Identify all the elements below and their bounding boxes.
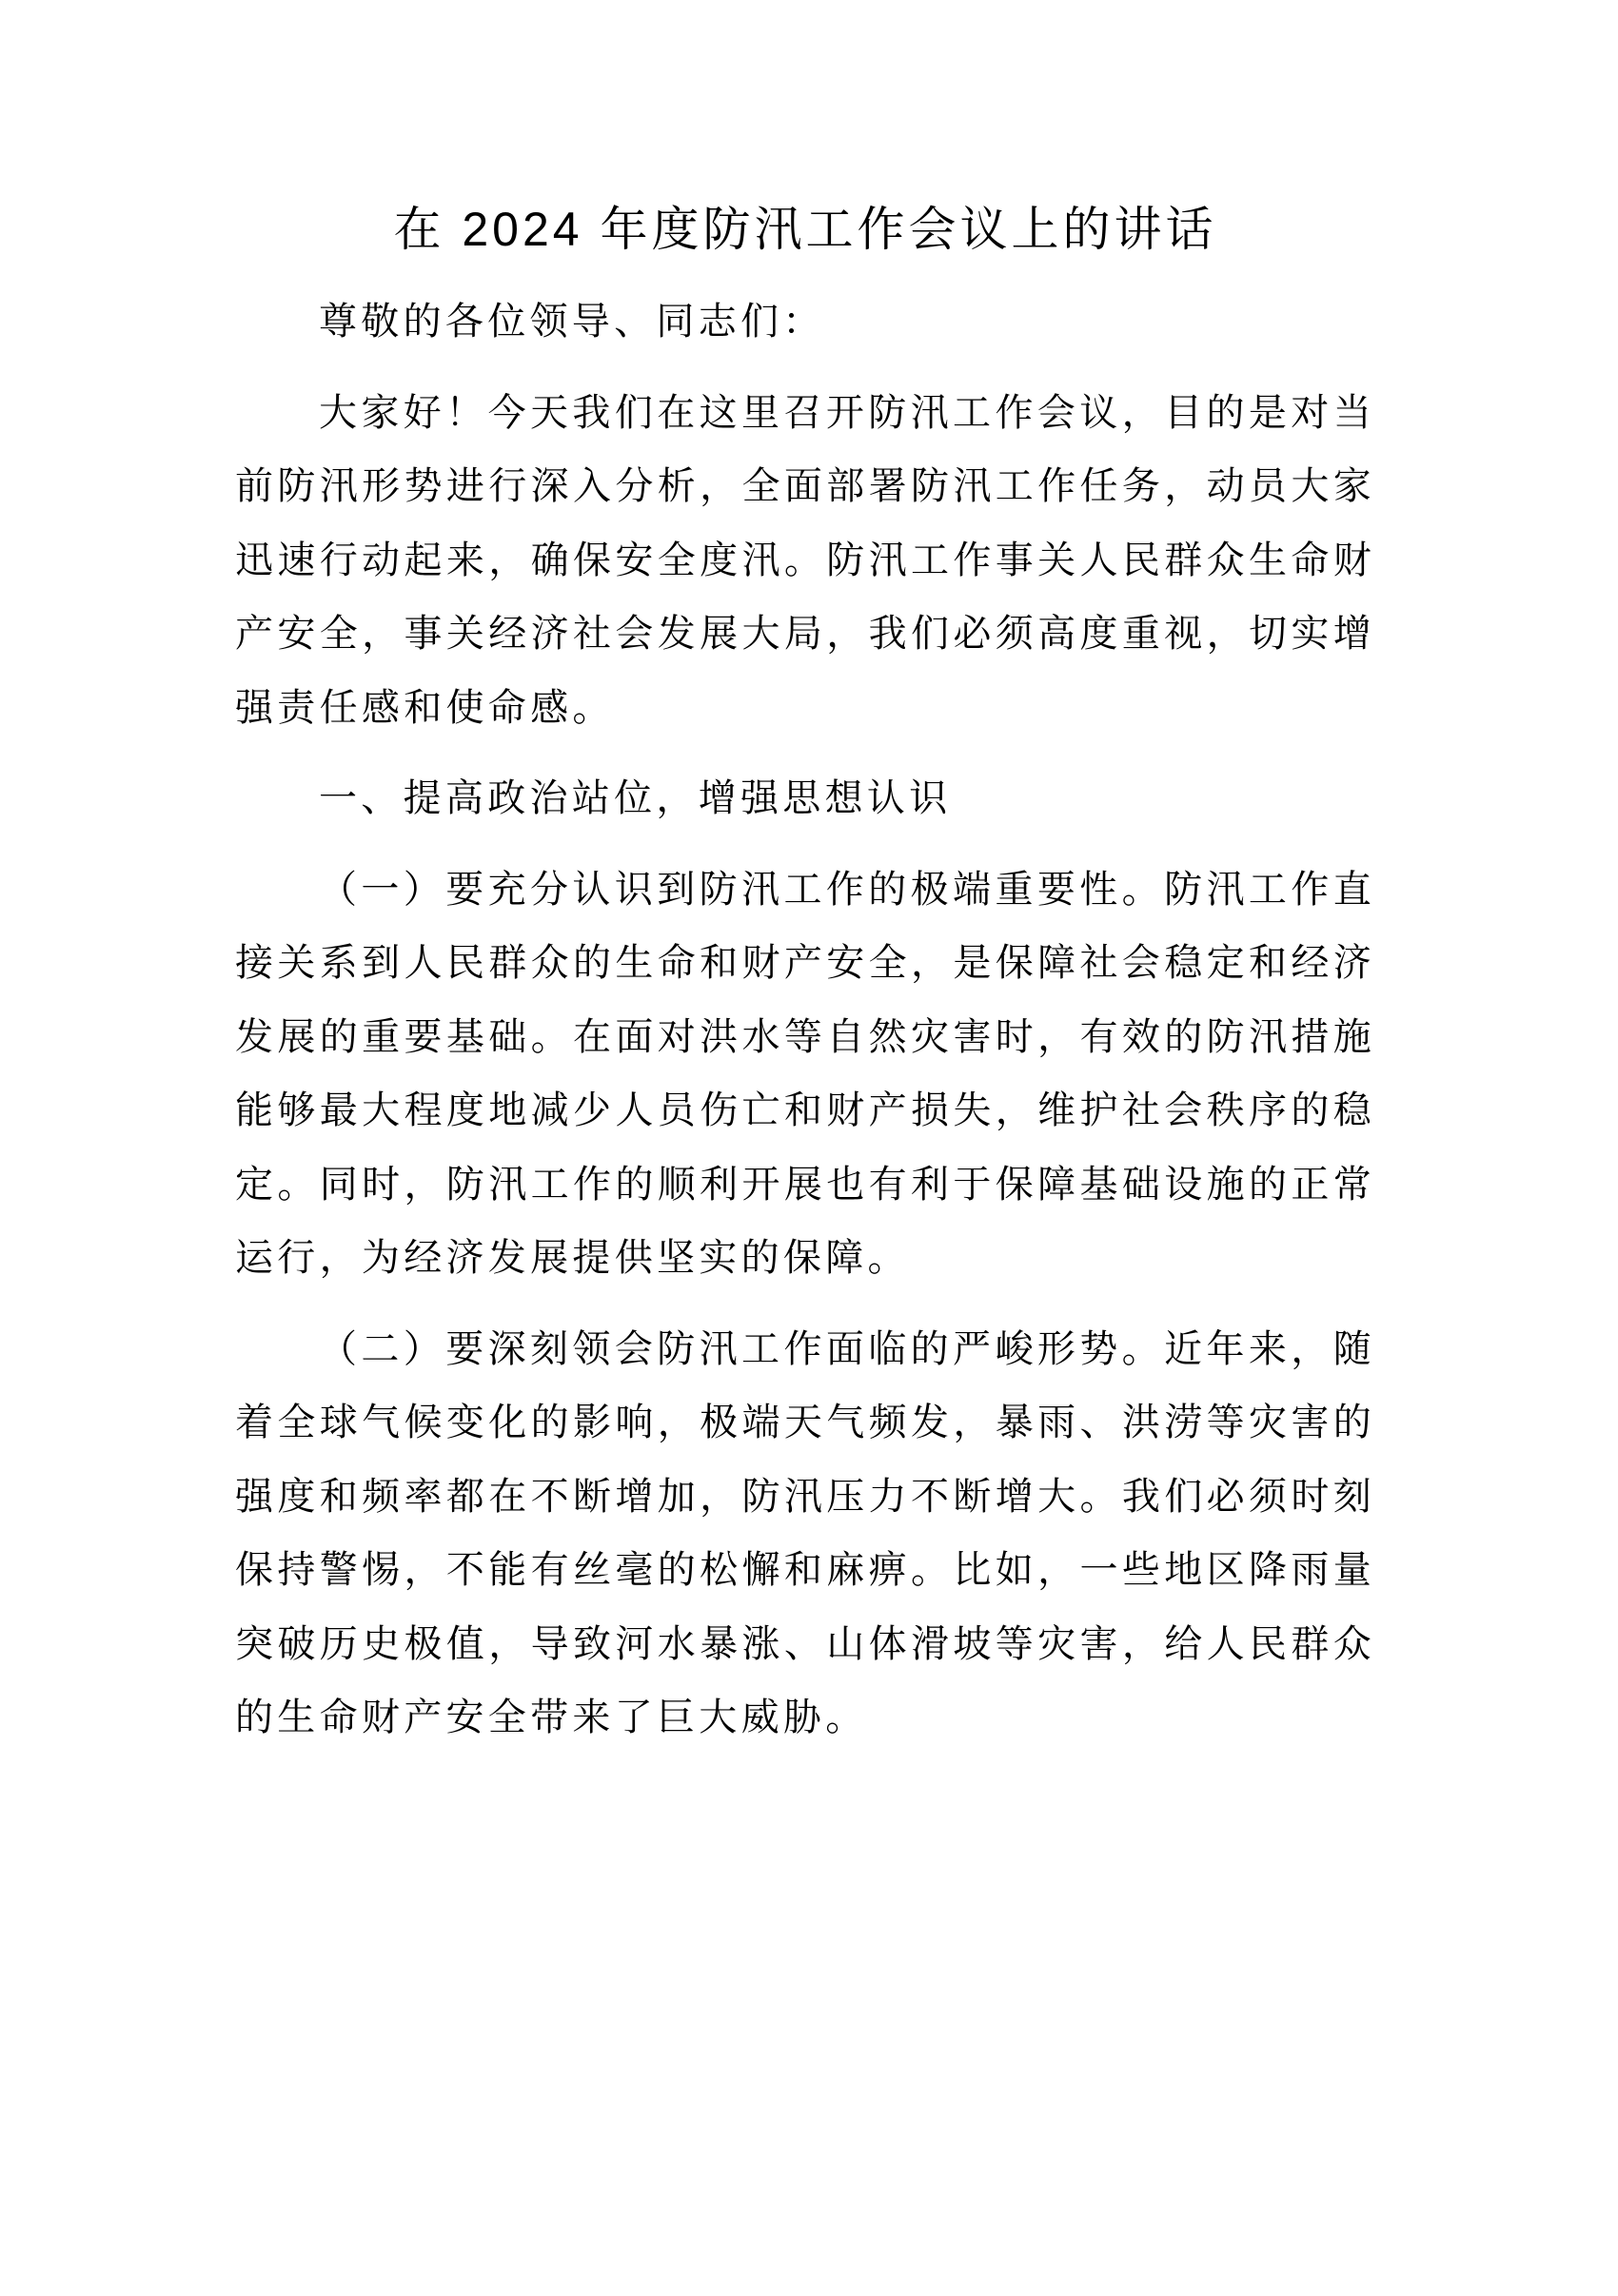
paragraph-point-1-1: （一）要充分认识到防汛工作的极端重要性。防汛工作直接关系到人民群众的生命和财产安全，是保障社会稳定和经济发展的重要基础。在面对洪水等自然灾害时，有效的防汛措施能够最大程度地减少人员伤亡和财产损失，维护社会秩序的稳定。同时，防汛工作的顺利开展也有利于保障基础设施的正常运行，为经济发展提供坚实的保障。 (235, 868, 1375, 1279)
document-page (0, 203, 1618, 2296)
section-heading-1: 一、提高政治站位，增强思想认识 (319, 777, 952, 819)
salutation-line: 尊敬的各位领导、同志们： (319, 301, 825, 343)
paragraph-opening: 大家好！今天我们在这里召开防汛工作会议，目的是对当前防汛形势进行深入分析，全面部署防汛工作任务，动员大家迅速行动起来，确保安全度汛。防汛工作事关人民群众生命财产安全，事关经济社会发展大局，我们必须高度重视，切实增强责任感和使命感。 (235, 391, 1375, 729)
paragraph-point-1-2: （二）要深刻领会防汛工作面临的严峻形势。近年来，随着全球气候变化的影响，极端天气频发，暴雨、洪涝等灾害的强度和频率都在不断增加，防汛压力不断增大。我们必须时刻保持警惕，不能有丝毫的松懈和麻痹。比如，一些地区降雨量突破历史极值，导致河水暴涨、山体滑坡等灾害，给人民群众的生命财产安全带来了巨大威胁。 (235, 1327, 1375, 1738)
document-title: 在 2024 年度防汛工作会议上的讲话 (393, 203, 1217, 256)
